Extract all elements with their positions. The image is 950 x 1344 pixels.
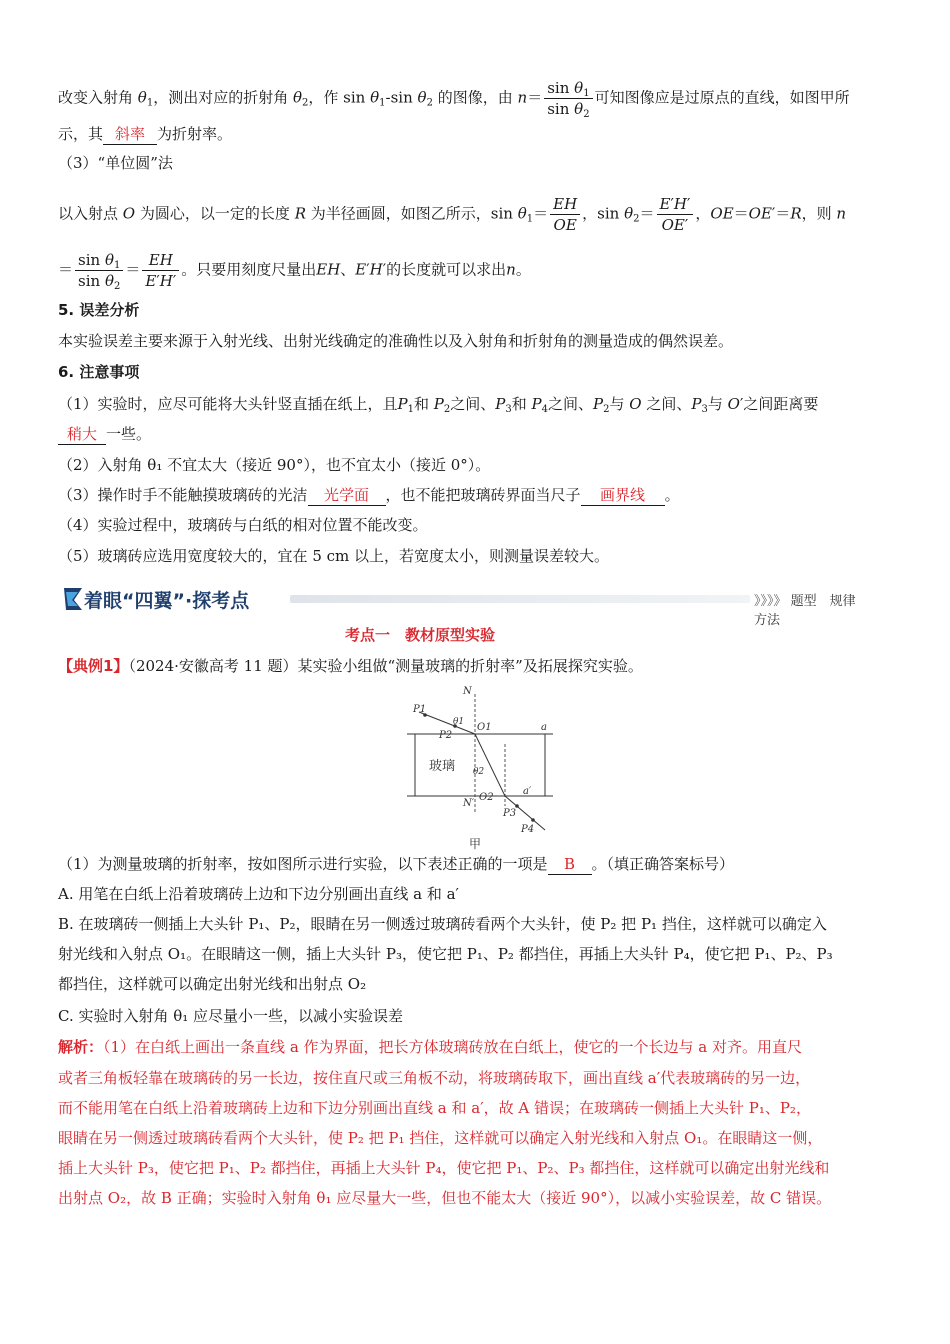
answer-blank: B [548,854,592,875]
label-theta1: θ1 [453,717,465,727]
label-P4: P4 [521,824,535,835]
paragraph-line: 改变入射角 $\theta_1$，测出对应的折射角 $\theta_2$，作 $\sin \theta_1-\sin$ $\theta_2$ 的图像，由 n＝ $\frac{\sin \theta_1}{\sin \theta_2}$ 可知图像应是过原点的直线，如图甲所 [58,79,850,120]
paragraph-line: 本实验误差主要来源于入射光线、出射光线确定的准确性以及入射角和折射角的测量造成的偶然误差。 [58,332,734,350]
label-O1: O1 [477,722,492,733]
label-O2: O2 [479,792,494,803]
note-item: （3）操作时手不能触摸玻璃砖的光洁 光学面 ，也不能把玻璃砖界面当尺子 画界线 。 [58,486,680,504]
banner-emblem-icon [60,584,86,614]
note-item: 稍大 一些。 [58,424,151,445]
subheading: （3）“单位圆”法 [58,154,173,172]
analysis-line: 出射点 O₂，故 B 正确；实验时入射角 θ₁ 应尽量大一些，但也不能太大（接近 90°），以减小实验误差，故 C 错误。 [58,1189,832,1207]
label-a: a [541,722,547,733]
example-label: 【典例1】 [58,657,129,675]
option-b-cont: 射光线和入射点 O₁。在眼睛这一侧，插上大头针 P₃，使它把 P₁、P₂ 都挡住，再插上大头针 P₄，使它把 P₁、P₂、P₃ [58,945,833,963]
analysis-line: 或者三角板轻靠在玻璃砖的另一长边，按住直尺或三角板不动，将玻璃砖取下，画出直线 a′代表玻璃砖的另一边， [58,1069,811,1087]
note-item: （4）实验过程中，玻璃砖与白纸的相对位置不能改变。 [58,516,428,534]
analysis-label: 解析： [58,1038,104,1056]
paragraph-line: 示，其 斜率 为折射率。 [58,125,233,143]
label-P3: P3 [503,808,517,819]
note-item: （5）玻璃砖应选用宽度较大的，宜在 5 cm 以上，若宽度太小，则测量误差较大。 [58,547,610,565]
glass-label: 玻璃 [429,759,456,774]
option-b-cont: 都挡住，这样就可以确定出射光线和出射点 O₂ [58,975,367,993]
label-a-prime: a′ [523,786,532,797]
paragraph-line: 以入射点 O 为圆心，以一定的长度 R 为半径画圆，如图乙所示，$\sin \theta_1=$ $\frac{EH}{OE}$ ，$\sin \theta_2=$ $\frac{E'H'}{OE'}$ ，OE＝OE′＝R，则 n [58,195,847,234]
section-title: 考点一 教材原型实验 [344,626,495,644]
fraction: $\frac{\sin \theta_1}{\sin \theta_2}$ [544,78,592,119]
banner-title: 着眼“四翼”·探考点 [84,590,250,612]
option-a: A. 用笔在白纸上沿着玻璃砖上边和下边分别画出直线 a 和 a′ [58,885,459,903]
option-c: C. 实验时入射角 θ₁ 应尽量小一些，以减小实验误差 [58,1007,404,1025]
banner-bar [290,595,750,603]
banner-tail: 》》》》 题型 规律 方法 [754,594,869,628]
figure-caption: 甲 [469,837,482,851]
label-P1: P1 [413,704,427,715]
note-item: （2）入射角 θ₁ 不宜太大（接近 90°），也不宜太小（接近 0°）。 [58,456,491,474]
label-P2: P2 [439,730,453,741]
section-heading: 5. 误差分析 [58,301,140,319]
label-theta2: θ2 [473,767,485,777]
label-N: N [463,686,472,697]
answer-blank: 画界线 [581,485,665,506]
answer-blank: 斜率 [103,124,157,145]
answer-blank: 稍大 [58,424,106,445]
example-line: 【典例1】（2024·安徽高考 11 题）某实验小组做“测量玻璃的折射率”及拓展探究实验。 [58,657,643,675]
answer-blank: 光学面 [308,485,386,506]
note-item: （1）实验时，应尽可能将大头针竖直插在纸上，且$P_1$和 $P_2$之间、$P_3$和 $P_4$之间、$P_2$与 O 之间、$P_3$与 O′之间距离要 [58,395,819,415]
refraction-diagram [405,682,555,852]
analysis-line: 而不能用笔在白纸上沿着玻璃砖上边和下边分别画出直线 a 和 a′，故 A 错误；在玻璃砖一侧插上大头针 P₁、P₂， [58,1099,811,1117]
analysis-line: 解析：（1）在白纸上画出一条直线 a 作为界面，把长方体玻璃砖放在白纸上，使它的一个长边与 a 对齐。用直尺 [58,1038,803,1056]
analysis-line: 插上大头针 P₃，使它把 P₁、P₂ 都挡住，再插上大头针 P₄，使它把 P₁、P₂、P₃ 都挡住，这样就可以确定出射光线和 [58,1159,830,1177]
section-heading: 6. 注意事项 [58,363,140,381]
option-b: B. 在玻璃砖一侧插上大头针 P₁、P₂，眼睛在另一侧透过玻璃砖看两个大头针，使 P₂ 把 P₁ 挡住，这样就可以确定入 [58,915,827,933]
section-banner [60,584,869,628]
paragraph-line: ＝ $\frac{\sin \theta_1}{\sin \theta_2}$ ＝ $\frac{EH}{E'H'}$ 。只要用刻度尺量出EH、E′H′的长度就可以求出n。 [58,251,531,292]
question-line: （1）为测量玻璃的折射率，按如图所示进行实验，以下表述正确的一项是 B 。（填正确答案标号） [58,855,735,873]
analysis-line: 眼睛在另一侧透过玻璃砖看两个大头针，使 P₂ 把 P₁ 挡住，这样就可以确定入射光线和入射点 O₁。在眼睛这一侧， [58,1129,823,1147]
label-N-prime: N′ [463,798,475,809]
